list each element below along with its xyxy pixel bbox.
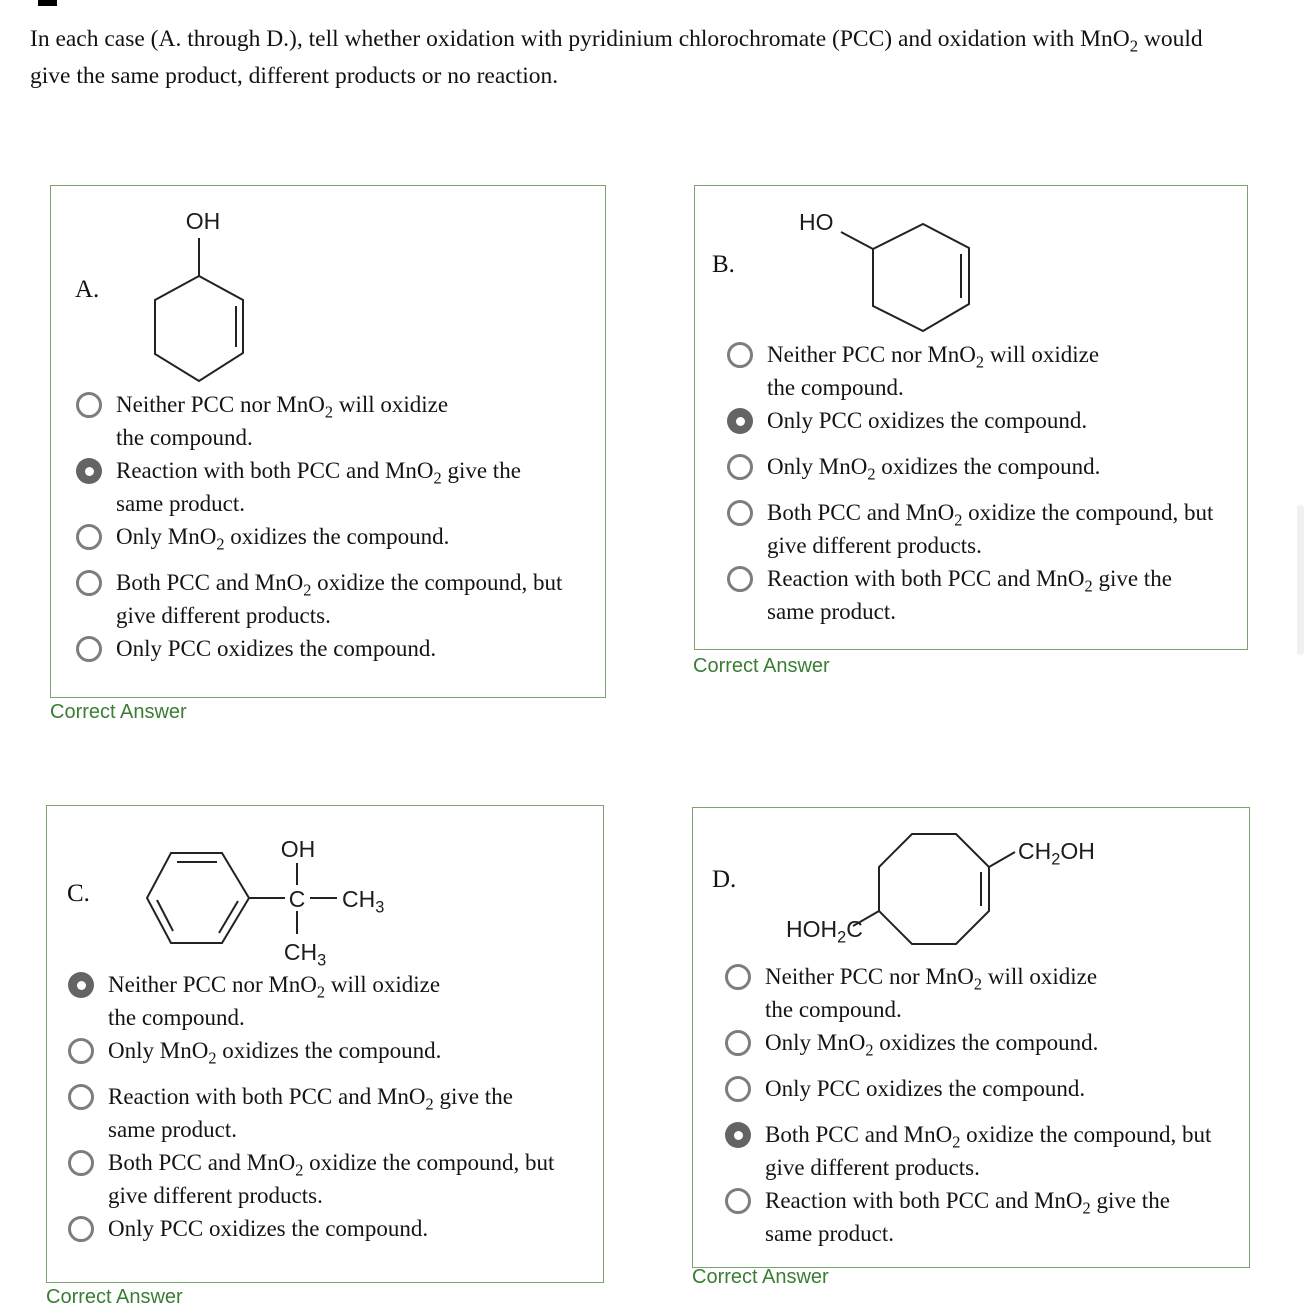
radio-option[interactable]	[68, 1080, 554, 1146]
correct-answer-link-b[interactable]: Correct Answer	[693, 655, 830, 677]
radio-option-label: Reaction with both PCC and MnO$_2$ give the same product.	[116, 458, 521, 516]
radio-button[interactable]	[76, 524, 102, 550]
radio-option-label: Reaction with both PCC and MnO$_2$ give the same product.	[108, 1084, 513, 1142]
radio-button[interactable]	[727, 500, 753, 526]
panel-b-options	[727, 338, 1213, 628]
radio-option-label: Both PCC and MnO$_2$ oxidize the compound, but give different products.	[767, 500, 1214, 558]
radio-button[interactable]	[68, 1038, 94, 1064]
radio-button[interactable]	[68, 1150, 94, 1176]
panel-c-label: C.	[67, 880, 90, 907]
radio-button[interactable]	[725, 1122, 751, 1148]
radio-option[interactable]	[76, 566, 562, 632]
radio-option[interactable]	[727, 338, 1213, 404]
radio-button[interactable]	[725, 1030, 751, 1056]
radio-button[interactable]	[68, 972, 94, 998]
top-edge-mark	[38, 0, 57, 6]
radio-option[interactable]	[725, 1072, 1211, 1105]
radio-button[interactable]	[727, 408, 753, 434]
radio-option-label: Reaction with both PCC and MnO$_2$ give the same product.	[767, 566, 1172, 624]
radio-option-label: Only PCC oxidizes the compound.	[765, 1076, 1086, 1101]
panel-a	[50, 185, 606, 698]
radio-option-label: Only PCC oxidizes the compound.	[767, 408, 1088, 433]
radio-button[interactable]	[68, 1084, 94, 1110]
radio-option-label: Only MnO$_2$ oxidizes the compound.	[108, 1038, 442, 1068]
radio-option-label: Only MnO$_2$ oxidizes the compound.	[116, 524, 450, 554]
structure-a-oh-label: OH	[185, 208, 221, 234]
radio-option[interactable]	[76, 520, 562, 553]
radio-option[interactable]	[725, 960, 1211, 1026]
panel-d	[692, 807, 1250, 1268]
radio-option[interactable]	[727, 496, 1213, 562]
panel-c-options	[68, 968, 554, 1245]
radio-option[interactable]	[68, 968, 554, 1034]
radio-button[interactable]	[76, 636, 102, 662]
radio-button[interactable]	[68, 1216, 94, 1242]
radio-option[interactable]	[725, 1118, 1211, 1184]
radio-button[interactable]	[76, 570, 102, 596]
correct-answer-link-c[interactable]: Correct Answer	[46, 1286, 183, 1308]
radio-option[interactable]	[725, 1184, 1211, 1250]
radio-option[interactable]	[68, 1212, 554, 1245]
radio-option-label: Only PCC oxidizes the compound.	[116, 636, 437, 661]
radio-button[interactable]	[727, 454, 753, 480]
radio-button[interactable]	[76, 392, 102, 418]
scrollbar-thumb[interactable]	[1297, 505, 1304, 655]
structure-c-carbon-label: C	[288, 886, 306, 912]
panel-b	[694, 185, 1248, 650]
radio-button[interactable]	[727, 342, 753, 368]
radio-option-label: Reaction with both PCC and MnO$_2$ give the same product.	[765, 1188, 1170, 1246]
radio-option-label: Only MnO$_2$ oxidizes the compound.	[767, 454, 1101, 484]
structure-d-hoh2c-label: $HOH_2C$	[786, 916, 863, 947]
radio-option-label: Both PCC and MnO$_2$ oxidize the compound, but give different products.	[108, 1150, 555, 1208]
radio-option[interactable]	[76, 454, 562, 520]
radio-option[interactable]	[76, 388, 562, 454]
correct-answer-link-a[interactable]: Correct Answer	[50, 701, 187, 723]
radio-option-label: Neither PCC nor MnO$_2$ will oxidize the compound.	[767, 342, 1100, 400]
structure-b-ho-label: HO	[799, 209, 834, 235]
radio-button[interactable]	[725, 1076, 751, 1102]
radio-option-label: Neither PCC nor MnO$_2$ will oxidize the compound.	[108, 972, 441, 1030]
radio-option[interactable]	[727, 404, 1213, 437]
structure-c-oh-label: OH	[280, 836, 316, 862]
radio-option[interactable]	[76, 632, 562, 665]
instructions-line-1: In each case (A. through D.), tell whether oxidation with pyridinium chlorochromate (PCC) and oxidation with MnO$_2$ would	[30, 26, 1203, 56]
panel-b-label: B.	[712, 251, 735, 278]
panel-c	[46, 805, 604, 1283]
structure-d-ch2oh-label: $CH_2OH$	[1018, 838, 1095, 869]
radio-option-label: Neither PCC nor MnO$_2$ will oxidize the compound.	[116, 392, 449, 450]
radio-button[interactable]	[725, 964, 751, 990]
radio-option-label: Only PCC oxidizes the compound.	[108, 1216, 429, 1241]
panel-d-label: D.	[712, 866, 737, 893]
radio-option[interactable]	[68, 1146, 554, 1212]
radio-option[interactable]	[727, 450, 1213, 483]
radio-button[interactable]	[725, 1188, 751, 1214]
radio-button[interactable]	[76, 458, 102, 484]
panel-a-label: A.	[75, 276, 100, 303]
instructions-line-2: give the same product, different products or no reaction.	[30, 63, 559, 89]
panel-a-options	[76, 388, 562, 665]
radio-option[interactable]	[725, 1026, 1211, 1059]
radio-option-label: Both PCC and MnO$_2$ oxidize the compound, but give different products.	[116, 570, 563, 628]
correct-answer-link-d[interactable]: Correct Answer	[692, 1266, 829, 1288]
question-instructions	[30, 21, 1280, 95]
radio-option[interactable]	[68, 1034, 554, 1067]
radio-option-label: Only MnO$_2$ oxidizes the compound.	[765, 1030, 1099, 1060]
panel-d-options	[725, 960, 1211, 1250]
structure-c-ch3-bottom-label: $CH_3$	[283, 939, 327, 970]
radio-option-label: Neither PCC nor MnO$_2$ will oxidize the compound.	[765, 964, 1098, 1022]
radio-option-label: Both PCC and MnO$_2$ oxidize the compound, but give different products.	[765, 1122, 1212, 1180]
radio-option[interactable]	[727, 562, 1213, 628]
structure-c-ch3-right-label: $CH_3$	[342, 886, 385, 917]
radio-button[interactable]	[727, 566, 753, 592]
